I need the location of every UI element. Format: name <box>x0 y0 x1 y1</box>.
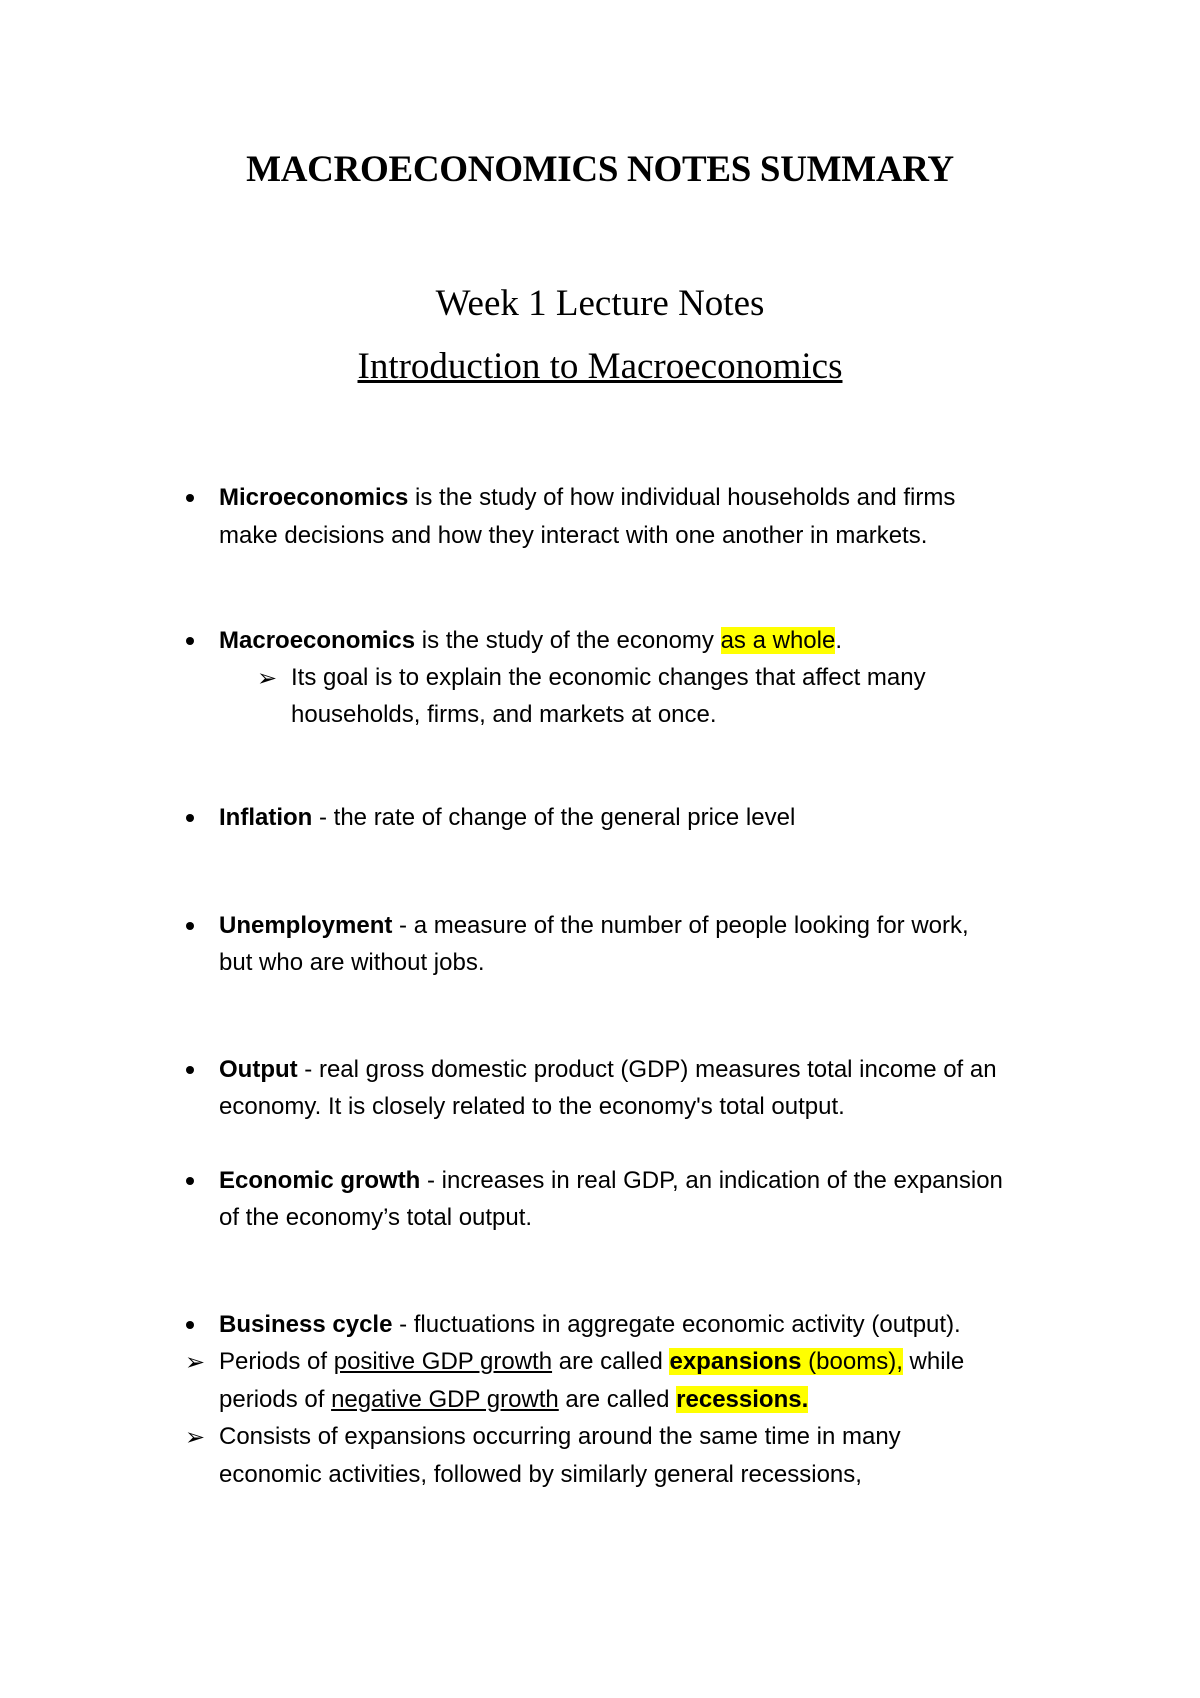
macro-highlight: as a whole <box>720 627 836 654</box>
text: while <box>902 1348 965 1375</box>
expansions-highlight: expansions <box>669 1348 802 1375</box>
cycle-sub1-line2 <box>219 1386 808 1414</box>
micro-text: is the study of how individual households and firms <box>408 484 956 511</box>
bullet-icon <box>186 814 194 822</box>
growth-line2: of the economy’s total output. <box>219 1204 533 1231</box>
cycle-text: - fluctuations in aggregate economic activity (output). <box>392 1311 961 1338</box>
bullet-icon <box>186 494 194 502</box>
cycle-sub1-line1 <box>219 1348 964 1376</box>
bullet-icon <box>186 1321 194 1329</box>
arrow-bullet-icon: ➢ <box>185 1348 206 1376</box>
unemployment-term: Unemployment <box>219 912 393 939</box>
section-heading-text: Introduction to Macroeconomics <box>357 346 843 387</box>
recessions-highlight: recessions. <box>676 1386 809 1413</box>
macro-period: . <box>835 627 842 654</box>
macro-text: is the study of the economy <box>415 627 721 654</box>
output-term: Output <box>219 1056 298 1083</box>
output-text: - real gross domestic product (GDP) measures total income of an <box>297 1056 997 1083</box>
bullet-icon <box>186 922 194 930</box>
unemployment-line1 <box>219 912 969 940</box>
week-heading: Week 1 Lecture Notes <box>435 283 765 324</box>
cycle-sub2-line1: Consists of expansions occurring around the same time in many <box>219 1423 901 1450</box>
document-title: MACROECONOMICS NOTES SUMMARY <box>246 149 954 190</box>
micro-term: Microeconomics <box>219 484 409 511</box>
macro-sub-line1: Its goal is to explain the economic changes that affect many <box>291 664 926 691</box>
text: periods of <box>219 1386 332 1413</box>
section-heading <box>0 345 1200 388</box>
bullet-icon <box>186 1066 194 1074</box>
inflation-term: Inflation <box>219 804 313 831</box>
positive-growth-link: positive GDP growth <box>333 1348 553 1375</box>
bullet-icon <box>186 637 194 645</box>
text: Periods of <box>219 1348 334 1375</box>
text: are called <box>558 1386 677 1413</box>
growth-line1 <box>219 1167 1003 1195</box>
macro-sub-line2: households, firms, and markets at once. <box>291 701 717 728</box>
micro-line1 <box>219 484 955 512</box>
bullet-icon <box>186 1177 194 1185</box>
booms-highlight: (booms), <box>801 1348 903 1375</box>
output-line2: economy. It is closely related to the economy's total output. <box>219 1093 845 1120</box>
unemployment-text: - a measure of the number of people looking for work, <box>392 912 969 939</box>
cycle-line <box>219 1311 961 1339</box>
inflation-line <box>219 804 795 832</box>
cycle-term: Business cycle <box>219 1311 393 1338</box>
macro-term: Macroeconomics <box>219 627 416 654</box>
growth-term: Economic growth <box>219 1167 421 1194</box>
inflation-text: - the rate of change of the general price level <box>312 804 796 831</box>
output-line1 <box>219 1056 997 1084</box>
negative-growth-link: negative GDP growth <box>331 1386 559 1413</box>
text: are called <box>552 1348 670 1375</box>
cycle-sub2-line2: economic activities, followed by similarly general recessions, <box>219 1461 862 1488</box>
unemployment-line2: but who are without jobs. <box>219 949 485 976</box>
growth-text: - increases in real GDP, an indication of the expansion <box>420 1167 1003 1194</box>
micro-line2: make decisions and how they interact with one another in markets. <box>219 522 928 549</box>
arrow-bullet-icon: ➢ <box>257 664 278 692</box>
macro-line1 <box>219 627 842 655</box>
arrow-bullet-icon: ➢ <box>185 1423 206 1451</box>
